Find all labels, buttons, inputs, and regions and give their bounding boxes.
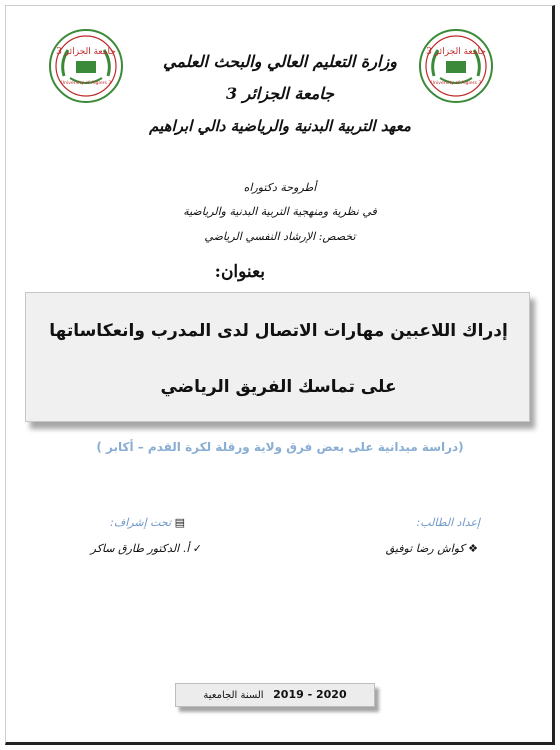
supervisor-row: [91, 542, 202, 555]
seal-arabic-text: جامعة الجزائر 3: [56, 47, 116, 57]
seal-latin-text: University of Algiers 3: [60, 81, 112, 86]
supervisor-name: أ. الدكتور طارق ساكر: [90, 542, 190, 555]
academic-year-label: السنة الجامعية: [203, 690, 264, 701]
thesis-field: في نظرية ومنهجية التربية البدنية والرياضية: [183, 205, 377, 218]
supervisor-label: تحت إشراف:: [110, 516, 172, 529]
academic-year-box: [175, 683, 375, 707]
title-box: [25, 292, 530, 422]
student-label: إعداد الطالب:: [416, 516, 480, 529]
title-line-1: إدراك اللاعبين مهارات الاتصال لدى المدرب وانعكاساتها: [49, 321, 508, 341]
supervisor-label-row: [110, 516, 185, 529]
seal-arabic-text: جامعة الجزائر 3: [426, 47, 486, 57]
thesis-specialty: تخصص: الإرشاد النفسي الرياضي: [204, 230, 356, 243]
title-line-2: على تماسك الفريق الرياضي: [160, 377, 397, 397]
student-name: كواش رضا توفيق: [385, 542, 465, 555]
university-name: جامعة الجزائر 3: [225, 84, 335, 103]
book-icon: ▤: [174, 516, 185, 529]
ministry-title: وزارة التعليم العالي والبحث العلمي: [163, 52, 397, 71]
seal-latin-text: University of Algiers 3: [430, 81, 482, 86]
check-icon: ✓: [192, 542, 202, 555]
diamond-bullet-icon: ❖: [468, 542, 478, 555]
title-heading: بعنوان:: [214, 262, 265, 282]
student-row: [386, 542, 478, 555]
thesis-type: أطروحة دكتوراه: [243, 181, 317, 194]
study-description: (دراسة ميدانية على بعض فرق ولاية ورقلة لكرة القدم – أكابر ): [96, 440, 464, 454]
institute-name: معهد التربية البدنية والرياضية دالي ابراهيم: [149, 117, 411, 135]
academic-year-value: 2019 - 2020: [273, 688, 347, 701]
